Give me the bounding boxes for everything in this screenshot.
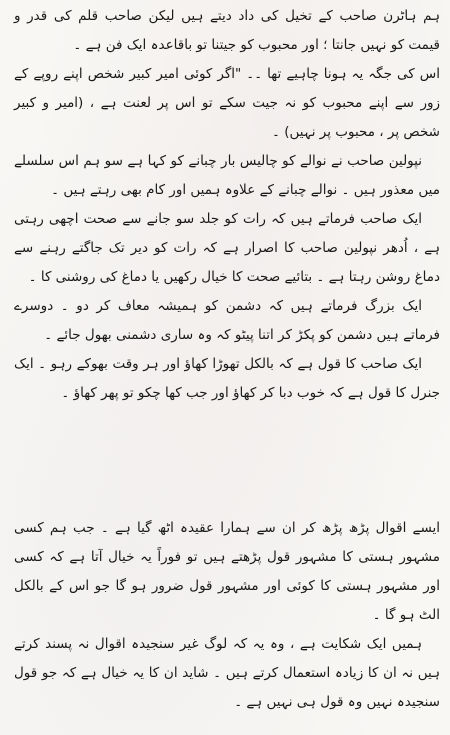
text-section-a	[14, 2, 440, 408]
paragraph: ایک بزرگ فرماتے ہیں کہ دشمن کو ہمیشہ معاف کر دو ۔ دوسرے فرماتے ہیں دشمن کو پکڑ کر اتنا پیٹو کہ وہ ساری دشمنی بھول جائے ۔	[14, 298, 440, 343]
paragraph: اس کی جگہ یہ ہونا چاہیے تھا ۔۔ "اگر کوئی امیر کبیر شخص اپنے روپے کے زور سے اپنے محبوب کو نہ جیت سکے تو اس پر لعنت ہے ، (امیر و کبیر شخص پر ، محبوب پر نہیں) ۔	[14, 66, 440, 140]
paragraph: ہمیں ایک شکایت ہے ، وہ یہ کہ لوگ غیر سنجیدہ اقوال نہ پسند کرتے ہیں نہ ان کا زیادہ استعمال کرتے ہیں ۔ شاید ان کا یہ خیال ہے کہ جو قول سنجیدہ نہیں وہ قول ہی نہیں ہے ۔	[14, 636, 440, 710]
paragraph: نپولین صاحب نے نوالے کو چالیس بار چبانے کو کہا ہے سو ہم اس سلسلے میں معذور ہیں ۔ نوالے چبانے کے علاوہ ہمیں اور کام بھی رہتے ہیں ۔	[14, 153, 440, 198]
text-section-b	[14, 514, 440, 717]
paragraph: ہم ہاٹرن صاحب کے تخیل کی داد دیتے ہیں لیکن صاحب قلم کی قدر و قیمت کو نہیں جانتا ؛ اور محبوب کو جیتنا تو باقاعدہ ایک فن ہے ۔	[14, 8, 440, 53]
paragraph: ایک صاحب کا قول ہے کہ بالکل تھوڑا کھاؤ اور ہر وقت بھوکے رہو ۔ ایک جنرل کا قول ہے کہ خوب دبا کر کھاؤ اور جب کھا چکو تو پھر کھاؤ ۔	[14, 356, 440, 401]
paragraph: ایسے اقوال پڑھ پڑھ کر ان سے ہمارا عقیدہ اٹھ گیا ہے ۔ جب ہم کسی مشہور ہستی کا مشہور قول پڑھتے ہیں تو فوراً یہ خیال آتا ہے کہ کسی اور مشہور ہستی کا کوئی اور مشہور قول ضرور ہو گا جو اس کے بالکل الٹ ہو گا ۔	[14, 520, 440, 623]
paragraph: ایک صاحب فرماتے ہیں کہ رات کو جلد سو جانے سے صحت اچھی رہتی ہے ، اُدھر نپولین صاحب کا اصرار ہے کہ رات کو دیر تک جاگتے رہنے سے دماغ روشن رہتا ہے ۔ بتائیے صحت کا خیال رکھیں یا دماغ کی روشنی کا ۔	[14, 211, 440, 285]
